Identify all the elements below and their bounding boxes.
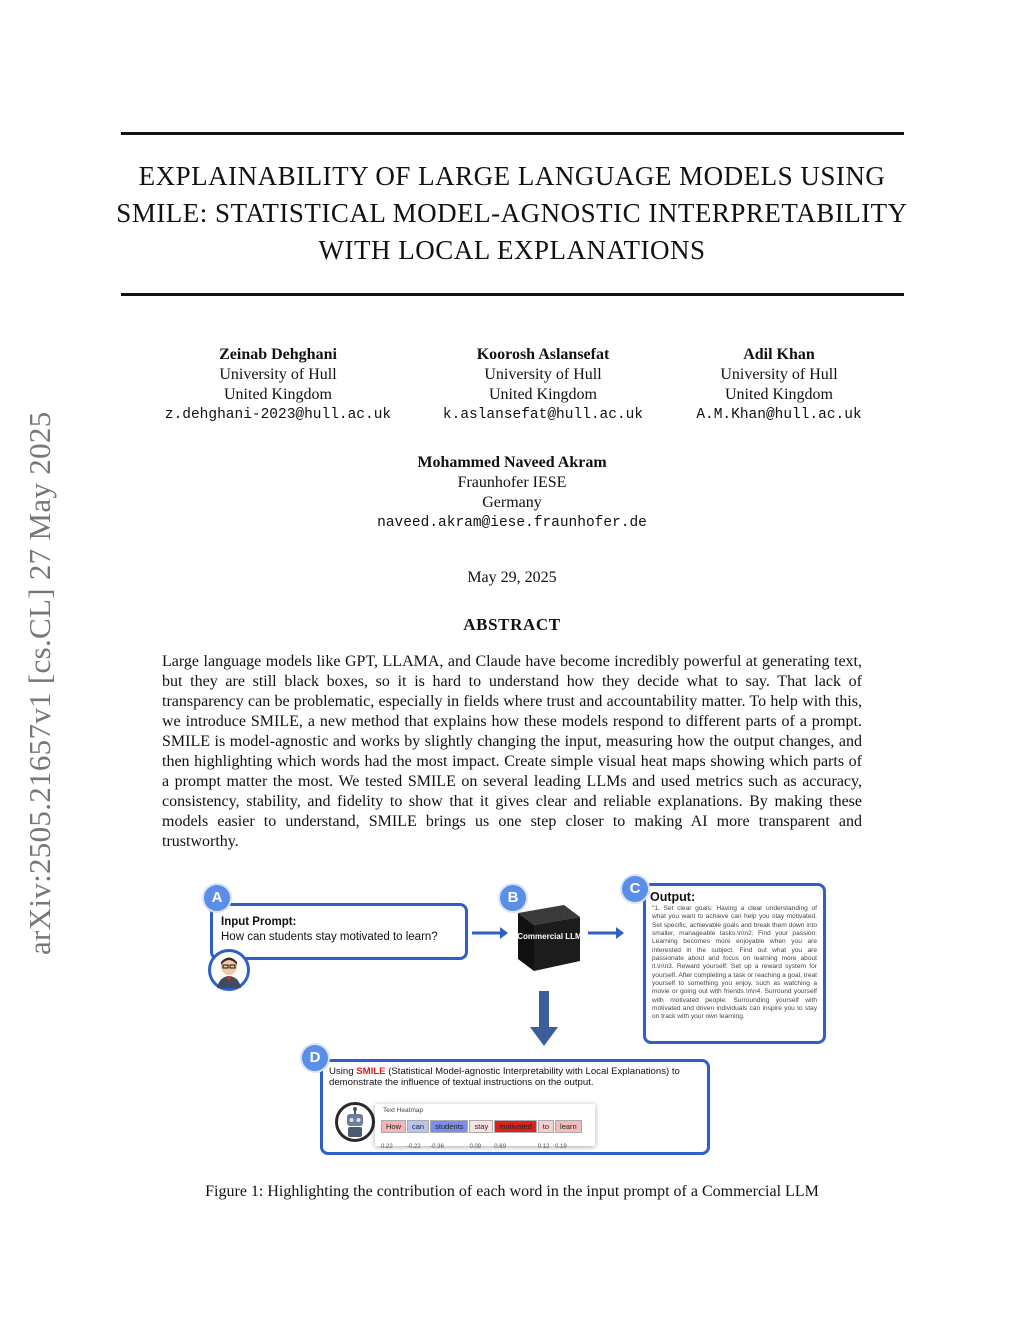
author-email[interactable]: naveed.akram@iese.fraunhofer.de [377,515,647,531]
author-email[interactable]: k.aslansefat@hull.ac.uk [442,407,644,423]
input-prompt-text: How can students stay motivated to learn? [221,931,438,943]
output-box [643,883,826,1044]
author-block [342,453,682,533]
input-prompt-title: Input Prompt: [221,916,297,928]
abstract-heading: ABSTRACT [463,615,561,634]
user-avatar [208,949,250,991]
author-name: Adil Khan [743,346,815,363]
smile-explanation-box [320,1059,710,1155]
heatmap-value: -0.36 [430,1144,444,1150]
heatmap-word-cell: to [538,1120,554,1133]
author-affiliation: Fraunhofer IESE [457,474,567,491]
author-email[interactable]: z.dehghani-2023@hull.ac.uk [164,407,392,423]
title-line-3: WITH LOCAL EXPLANATIONS [318,235,706,265]
author-name: Mohammed Naveed Akram [417,454,607,471]
heatmap-word-cell: students [430,1120,468,1133]
smile-keyword: SMILE [356,1066,386,1077]
figure-1 [190,875,840,1175]
arxiv-identifier: arXiv:2505.21657v1 [cs.CL] 27 May 2025 [22,411,57,955]
author-name: Koorosh Aslansefat [476,346,610,363]
figure-label-b: B [500,885,526,911]
heatmap-title: Text Heatmap [383,1107,424,1114]
arrow-down-icon [529,991,559,1047]
robot-icon [338,1105,372,1139]
heatmap-values [381,1135,595,1153]
heatmap-value: 0.12 [537,1144,550,1150]
author-affiliation: University of Hull [720,366,838,383]
heatmap-value: -0.22 [407,1144,421,1150]
heatmap-word-cell: motivated [494,1120,537,1133]
author-name: Zeinab Dehghani [219,346,337,363]
title-bottom-rule [121,293,904,296]
person-icon [211,952,247,988]
smile-prefix: Using [329,1066,354,1077]
arrow-right-icon [586,925,626,941]
abstract-text: Large language models like GPT, LLAMA, and Claude have become incredibly powerful at generating text, but they are still black boxes, so it is hard to understand how they decide what to say. That lack of transparency can be problematic, especially in fields where trust and accountability matter. To help with this, we introduce SMILE, a new method that explains how these models respond to different parts of a prompt. SMILE is model-agnostic and works by slightly changing the input, measuring how the output changes, and then highlighting which words had the most impact. Create simple visual heat maps showing which parts of a prompt matter the most. We tested SMILE on several leading LLMs and used metrics such as accuracy, consistency, stability, and fidelity to show that it gives clear and reliable explanations. By making these models easier to understand, SMILE brings us one step closer to making AI more transparent and trustworthy. [162,653,862,850]
smile-detail: (Statistical Model-agnostic Interpretability with Local Explanations) to demonstrate the influence of textual instructions on the output. [329,1066,680,1088]
figure-label-c: C [622,876,648,902]
author-country: United Kingdom [725,386,833,403]
heatmap-word-cell: learn [555,1120,582,1133]
title-line-2: SMILE: STATISTICAL MODEL-AGNOSTIC INTERPRETABILITY [116,198,908,228]
author-block [629,345,929,425]
output-text: "1. Set clear goals: Having a clear understanding of what you want to achieve can help you stay motivated. Set specific, achievable goals and break them down into smaller, manageable tasks.\n\n2. Find your passion: Learning becomes more enjoyable when you are interested in the subject. Find out what you are passionate about and focus on learning more about it.\n\n3. Reward yourself: Set up a reward system for yourself. After completing a task or reaching a goal, treat yourself to something you enjoy, such as watching a movie or going out with friends.\n\n4. Surround yourself with motivated people: Surrounding yourself with motivated and driven individuals can inspire you to stay on track with your own learning. [652,905,817,1021]
title-line-1: EXPLAINABILITY OF LARGE LANGUAGE MODELS USING [138,161,886,191]
author-block [128,345,428,425]
heatmap-words [381,1116,595,1134]
figure-caption: Figure 1: Highlighting the contribution of each word in the input prompt of a Commercial LLM [205,1183,819,1200]
author-country: Germany [482,494,542,511]
heatmap-value: 0.19 [555,1144,567,1150]
text-heatmap [375,1104,595,1150]
author-affiliation: University of Hull [484,366,602,383]
smile-description [329,1066,701,1088]
heatmap-word-cell: How [381,1120,406,1133]
input-prompt-box [210,903,468,960]
robot-avatar [335,1102,375,1142]
arrow-right-icon [470,925,510,941]
title-top-rule [121,132,904,135]
author-email[interactable]: A.M.Khan@hull.ac.uk [696,407,862,423]
heatmap-word-cell: can [407,1120,429,1133]
figure-label-a: A [204,885,230,911]
heatmap-value: 0.69 [494,1144,506,1150]
heatmap-value: 0.22 [381,1144,393,1150]
paper-title [110,158,914,269]
heatmap-value: 0.09 [469,1144,482,1150]
heatmap-word-cell: stay [469,1120,493,1133]
llm-label: Commercial LLM [517,932,582,941]
author-country: United Kingdom [489,386,597,403]
figure-label-d: D [302,1045,328,1071]
author-affiliation: University of Hull [219,366,337,383]
author-country: United Kingdom [224,386,332,403]
publication-date: May 29, 2025 [467,569,557,586]
output-title: Output: [650,890,696,904]
